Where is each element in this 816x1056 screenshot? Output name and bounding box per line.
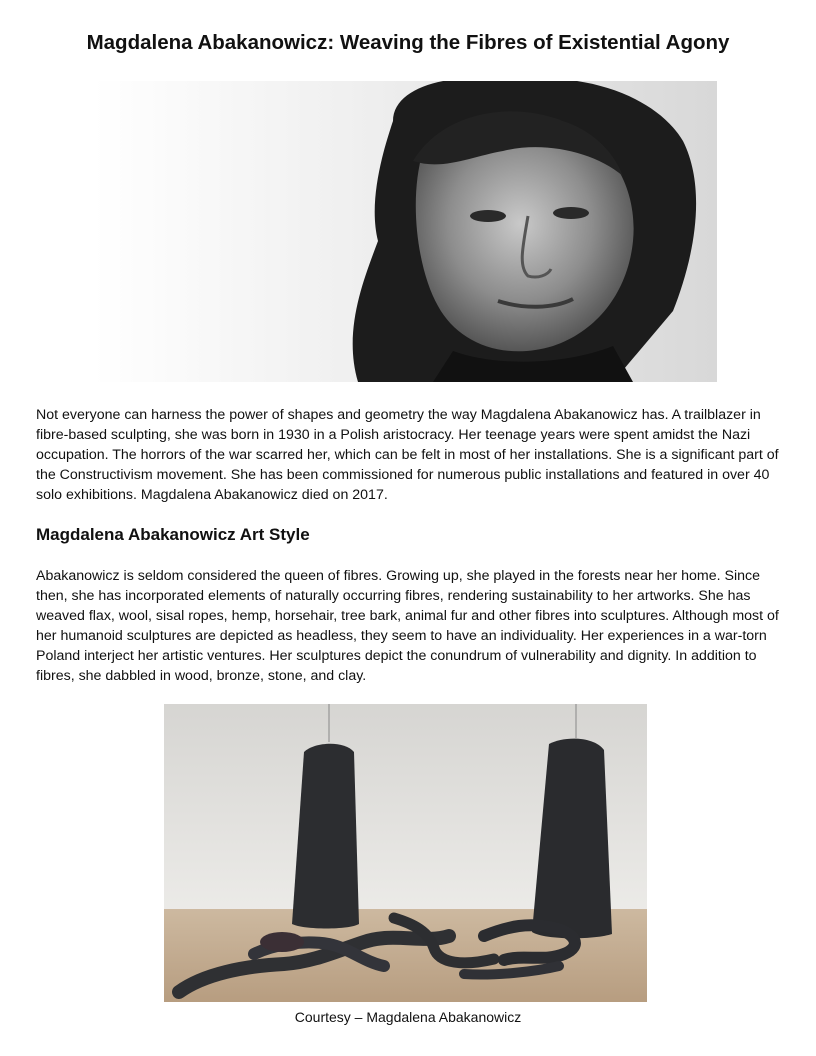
intro-paragraph: Not everyone can harness the power of shapes and geometry the way Magdalena Abakanowicz has. A trailblazer in fibre-based sculpting, she was born in 1930 in a Polish aristocracy. Her teenage years were spent amidst the Nazi occupation. The horrors of the war scarred her, which can be felt in most of her installations. She is a significant part of the Constructivism movement. She has been commissioned for numerous public installations and featured in over 40 solo exhibitions. Magdalena Abakanowicz died on 2017. (36, 407, 779, 503)
article-title: Magdalena Abakanowicz: Weaving the Fibres of Existential Agony (86, 31, 730, 54)
art-style-paragraph: Abakanowicz is seldom considered the queen of fibres. Growing up, she played in the forests near her home. Since then, she has incorporated elements of naturally occurring fibres, rendering sustainability to her artworks. She has weaved flax, wool, sisal ropes, hemp, horsehair, tree bark, animal fur and other fibres into sculptures. Although most of her humanoid sculptures are depicted as headless, they seem to have an individuality. Her experiences in a war-torn Poland interject her artistic ventures. Her sculptures depict the conundrum of vulnerability and dignity. In addition to fibres, she dabbled in wood, bronze, stone, and clay. (36, 568, 779, 684)
image-caption: Courtesy – Magdalena Abakanowicz (294, 1009, 522, 1025)
installation-photo (164, 704, 647, 1002)
portrait-photo (93, 81, 717, 382)
section-heading: Magdalena Abakanowicz Art Style (36, 525, 310, 544)
